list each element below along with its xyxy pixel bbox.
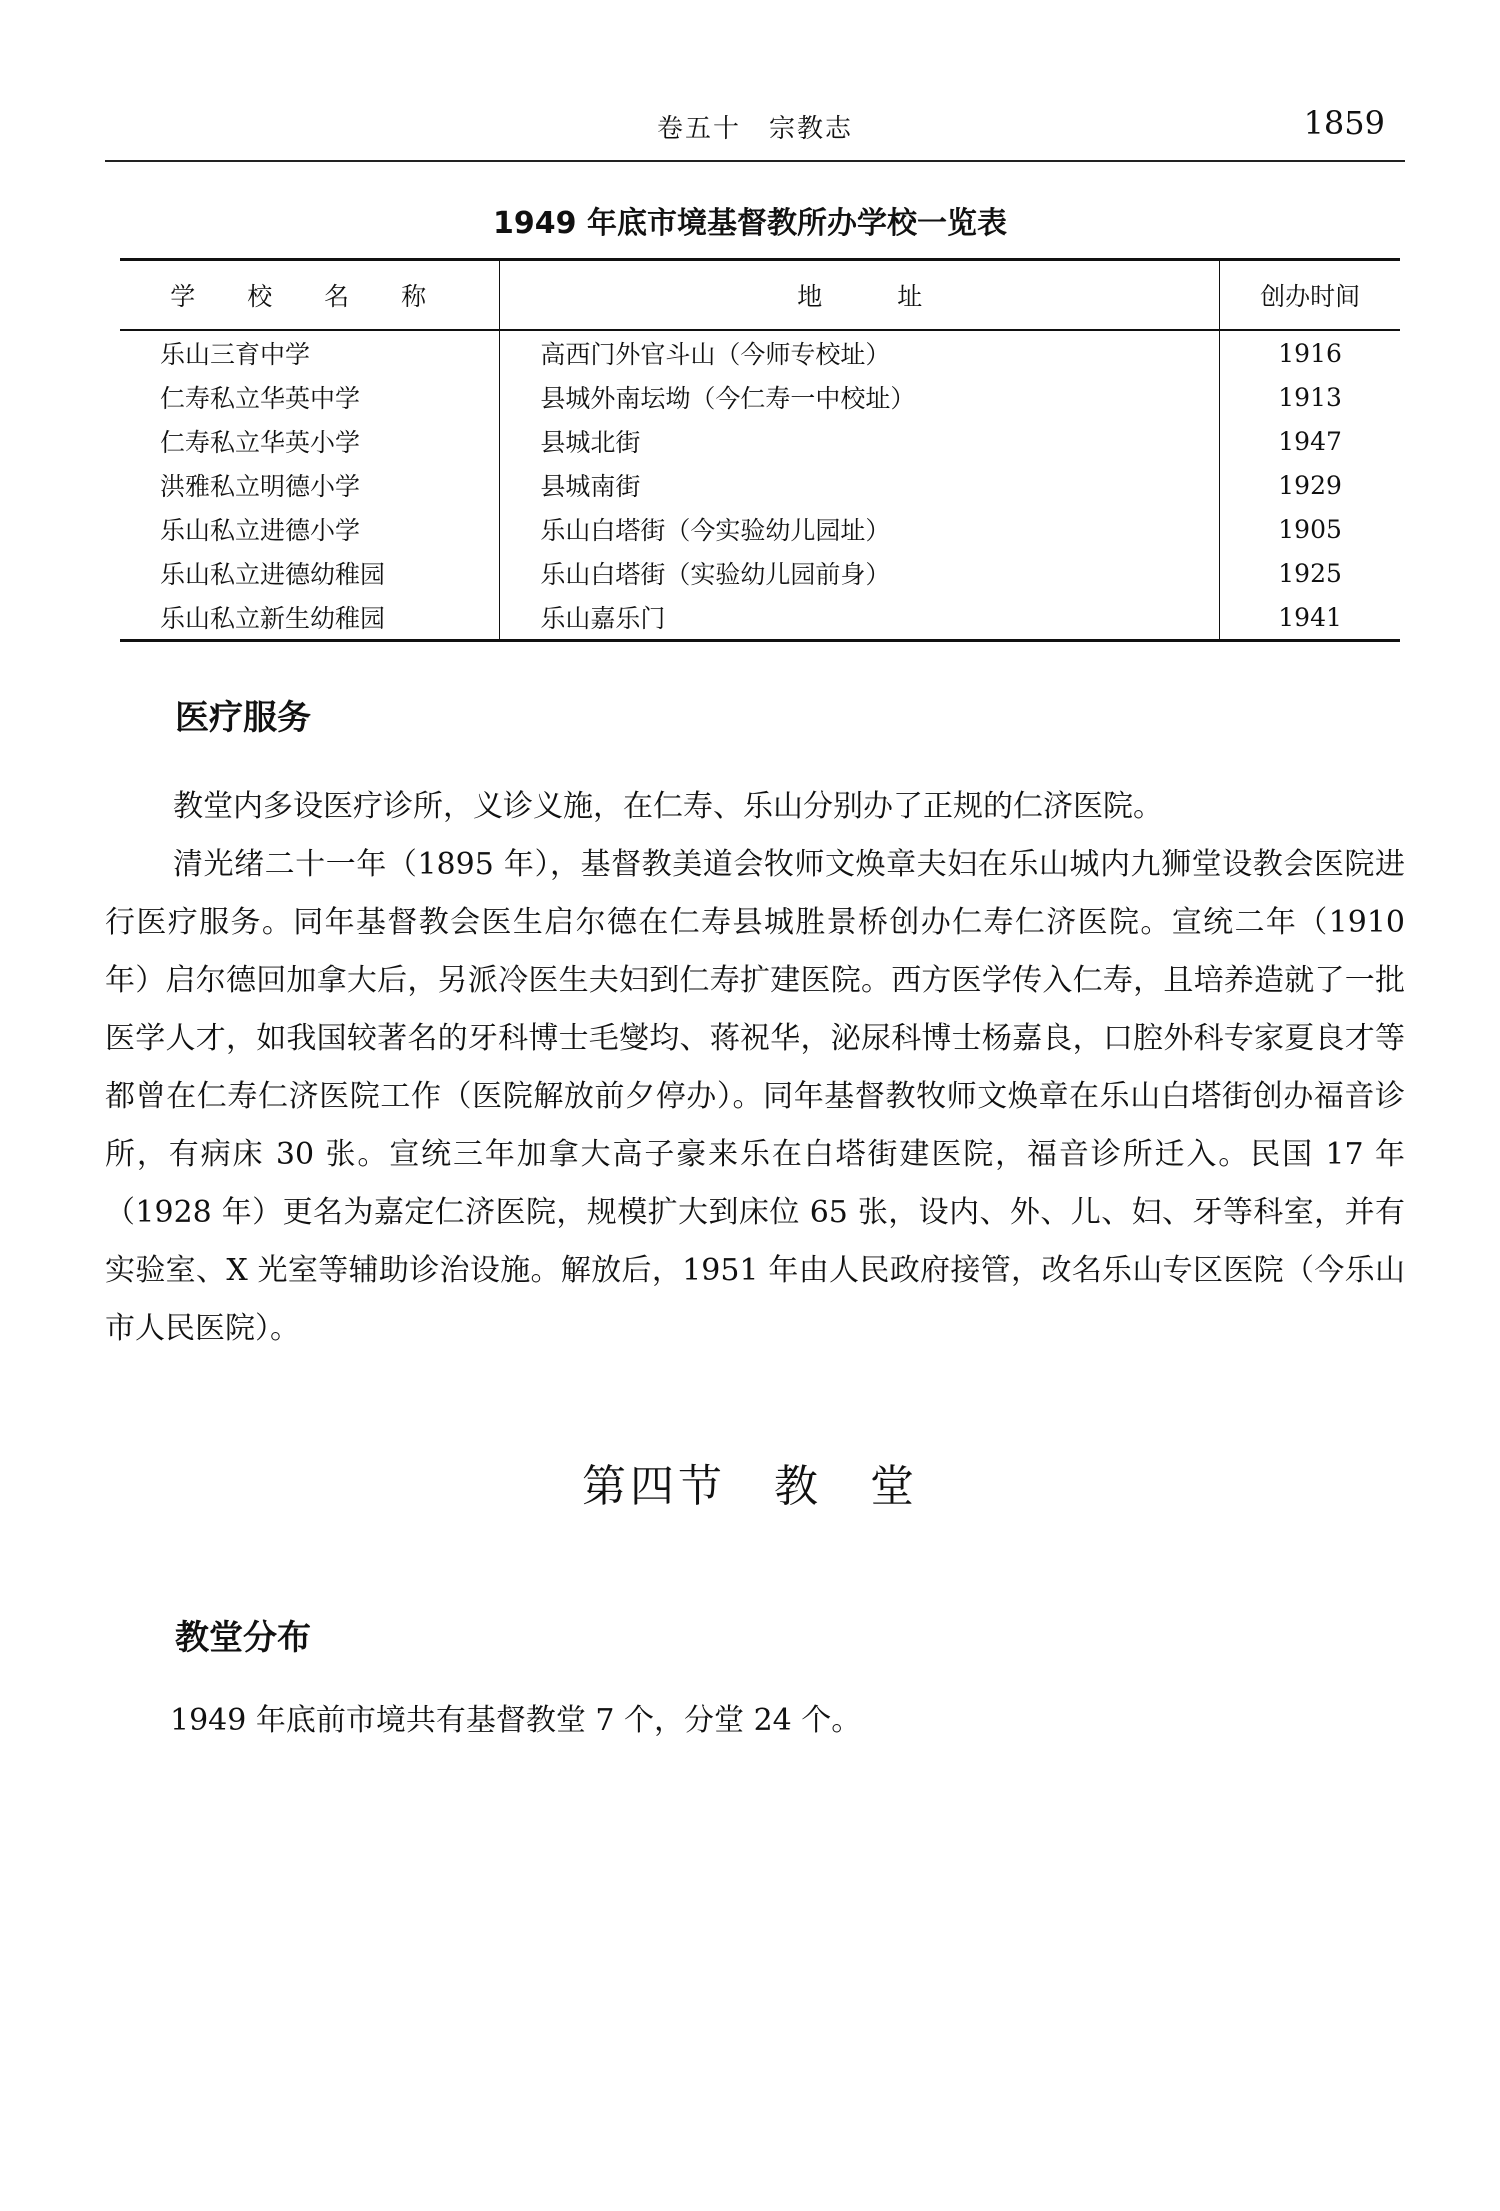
- table-row: [120, 463, 1400, 507]
- table-header-row: [120, 260, 1400, 331]
- schools-table: [120, 258, 1400, 642]
- section-title: 第四节 教 堂: [582, 1461, 918, 1512]
- chapter-title: 卷五十 宗教志: [656, 114, 853, 144]
- school-name: 乐山私立进德小学: [120, 507, 500, 551]
- school-name: 洪雅私立明德小学: [120, 463, 500, 507]
- school-year: 1947: [1278, 426, 1342, 456]
- school-year: 1925: [1278, 558, 1342, 588]
- column-header-address: 地 址: [500, 260, 1220, 331]
- table-row: [120, 507, 1400, 551]
- medical-intro-paragraph: 教堂内多设医疗诊所，义诊义施，在仁寿、乐山分别办了正规的仁济医院。: [173, 789, 1163, 824]
- table-row: [120, 551, 1400, 595]
- school-address: 县城南街: [500, 463, 1220, 507]
- school-address: 县城外南坛坳（今仁寿一中校址）: [500, 375, 1220, 419]
- school-address: 县城北街: [500, 419, 1220, 463]
- table-row: [120, 375, 1400, 419]
- page-number: 1859: [1303, 104, 1385, 142]
- table-row: [120, 595, 1400, 641]
- school-address: 乐山白塔街（今实验幼儿园址）: [500, 507, 1220, 551]
- school-address: 乐山白塔街（实验幼儿园前身）: [500, 551, 1220, 595]
- school-address: 乐山嘉乐门: [500, 595, 1220, 641]
- table-row: [120, 419, 1400, 463]
- school-name: 乐山私立新生幼稚园: [120, 595, 500, 641]
- school-year: 1929: [1278, 470, 1342, 500]
- table-title: 1949 年底市境基督教所办学校一览表: [493, 206, 1007, 241]
- distribution-paragraph: 1949 年底前市境共有基督教堂 7 个，分堂 24 个。: [170, 1703, 862, 1738]
- school-name: 仁寿私立华英中学: [120, 375, 500, 419]
- column-header-year: 创办时间: [1220, 260, 1400, 331]
- medical-heading: 医疗服务: [175, 698, 311, 738]
- medical-history-paragraph: 清光绪二十一年（1895 年），基督教美道会牧师文焕章夫妇在乐山城内九狮堂设教会医院进行医疗服务。同年基督教会医生启尔德在仁寿县城胜景桥创办仁寿仁济医院。宣统二年（1910 年）启尔德回加拿大后，另派冷医生夫妇到仁寿扩建医院。西方医学传入仁寿，且培养造就了一批医学人才，如我国较著名的牙科博士毛燮均、蒋祝华，泌尿科博士杨嘉良，口腔外科专家夏良才等都曾在仁寿仁济医院工作（医院解放前夕停办）。同年基督教牧师文焕章在乐山白塔街创办福音诊所，有病床 30 张。宣统三年加拿大高子豪来乐在白塔街建医院，福音诊所迁入。民国 17 年（1928 年）更名为嘉定仁济医院，规模扩大到床位 65 张，设内、外、儿、妇、牙等科室，并有实验室、X 光室等辅助诊治设施。解放后，1951 年由人民政府接管，改名乐山专区医院（今乐山市人民医院）。: [105, 847, 1405, 1346]
- distribution-heading: 教堂分布: [175, 1618, 311, 1658]
- school-year: 1913: [1278, 382, 1342, 412]
- school-year: 1916: [1278, 338, 1342, 368]
- school-name: 仁寿私立华英小学: [120, 419, 500, 463]
- running-header: [105, 98, 1405, 162]
- school-name: 乐山三育中学: [120, 330, 500, 375]
- table-row: [120, 330, 1400, 375]
- school-name: 乐山私立进德幼稚园: [120, 551, 500, 595]
- school-year: 1941: [1220, 595, 1400, 641]
- column-header-name: 学 校 名 称: [120, 260, 500, 331]
- school-year: 1905: [1278, 514, 1342, 544]
- school-address: 高西门外官斗山（今师专校址）: [500, 330, 1220, 375]
